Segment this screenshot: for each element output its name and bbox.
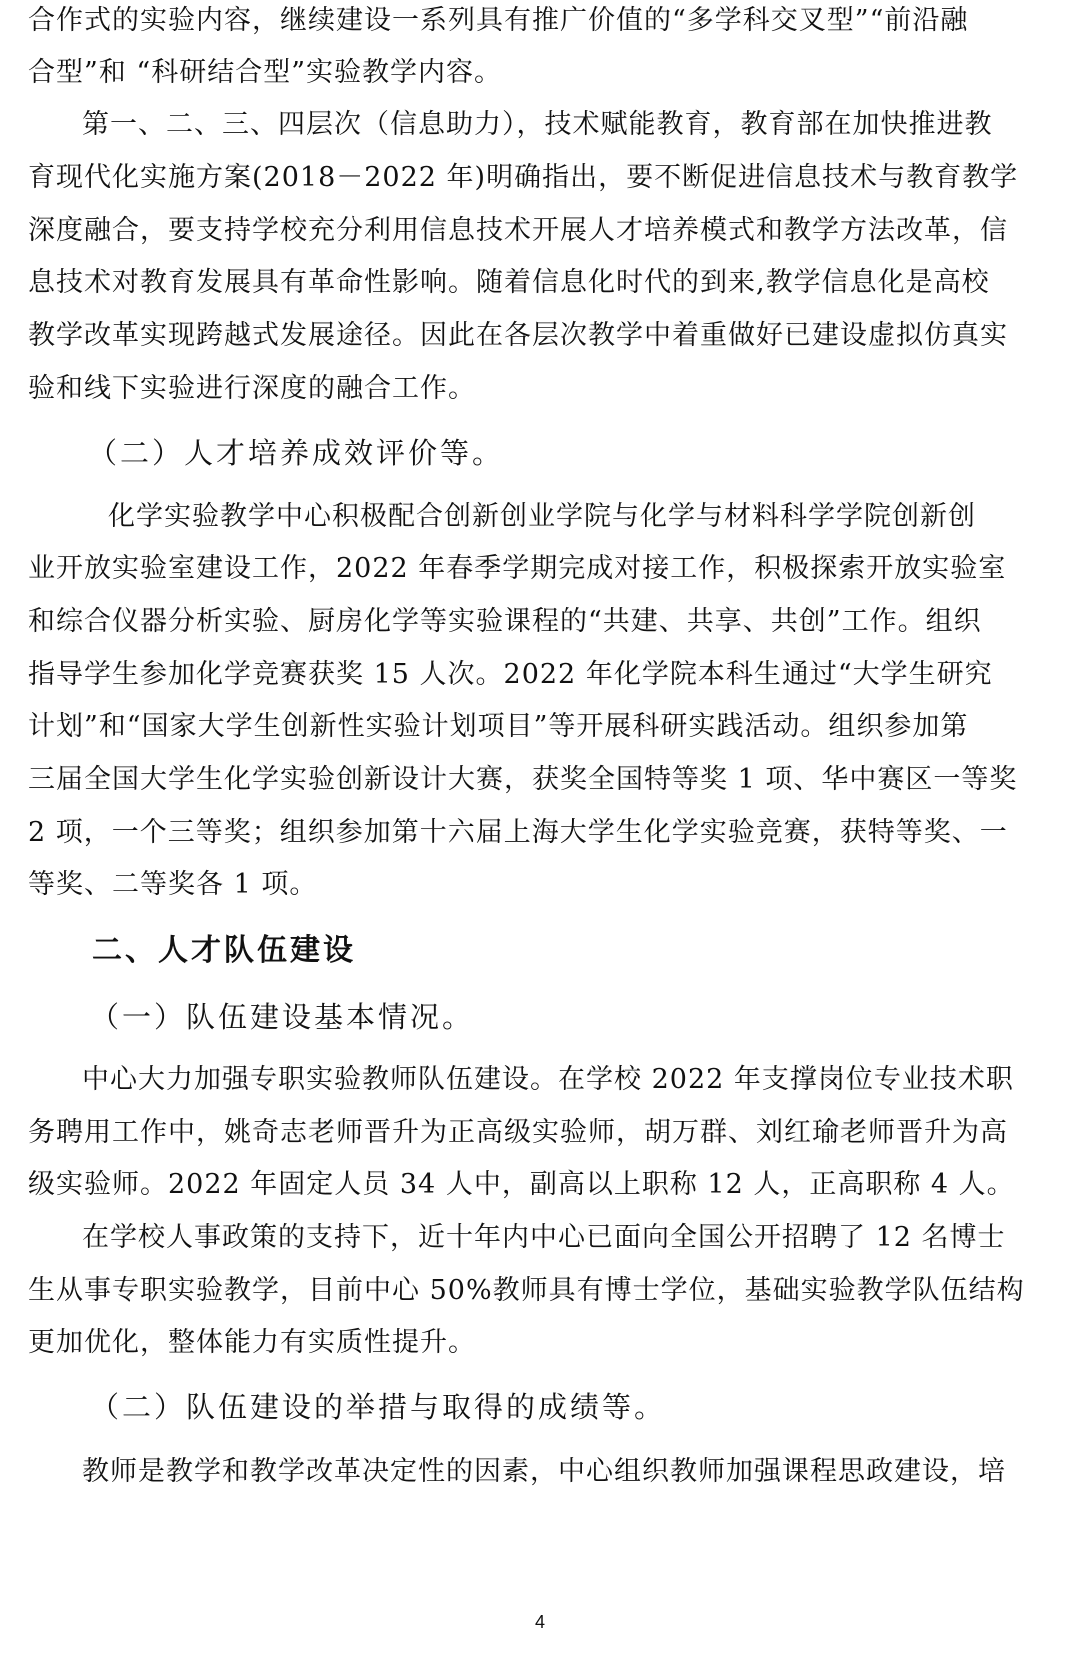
body-text-line: 深度融合，要支持学校充分利用信息技术开展人才培养模式和教学方法改革，信 — [28, 215, 1008, 246]
body-text-line: 等奖、二等奖各 1 项。 — [28, 869, 318, 900]
body-text-line: 计划”和“国家大学生创新性实验计划项目”等开展科研实践活动。组织参加第 — [28, 711, 969, 742]
body-text-line: 务聘用工作中，姚奇志老师晋升为正高级实验师，胡万群、刘红瑜老师晋升为高 — [28, 1117, 1008, 1148]
body-text-line: 业开放实验室建设工作，2022 年春季学期完成对接工作，积极探索开放实验室 — [28, 553, 1007, 584]
body-text-line: 和综合仪器分析实验、厨房化学等实验课程的“共建、共享、共创”工作。组织 — [28, 606, 982, 637]
body-text-line: 在学校人事政策的支持下，近十年内中心已面向全国公开招聘了 12 名博士 — [82, 1222, 1006, 1253]
page-number: 4 — [534, 1612, 545, 1632]
body-text-line: 更加优化，整体能力有实质性提升。 — [28, 1327, 476, 1358]
section-subheading: （一）队伍建设基本情况。 — [90, 1000, 475, 1034]
body-text-line: 教学改革实现跨越式发展途径。因此在各层次教学中着重做好已建设虚拟仿真实 — [28, 320, 1008, 351]
section-subheading: （二）队伍建设的举措与取得的成绩等。 — [90, 1390, 667, 1424]
body-text-line: 教师是教学和教学改革决定性的因素，中心组织教师加强课程思政建设，培 — [82, 1456, 1006, 1487]
body-text-line: 级实验师。2022 年固定人员 34 人中，副高以上职称 12 人，正高职称 4 人。 — [28, 1169, 1015, 1200]
body-text-line: 化学实验教学中心积极配合创新创业学院与化学与材料科学学院创新创 — [108, 501, 976, 532]
body-text-line: 2 项，一个三等奖；组织参加第十六届上海大学生化学实验竞赛，获特等奖、一 — [28, 817, 1008, 848]
body-text-line: 育现代化实施方案(2018－2022 年)明确指出，要不断促进信息技术与教育教学 — [28, 162, 1019, 193]
section-heading: 二、人才队伍建设 — [92, 933, 356, 968]
body-text-line: 息技术对教育发展具有革命性影响。随着信息化时代的到来,教学信息化是高校 — [28, 267, 990, 298]
body-text-line: 合型”和 “科研结合型”实验教学内容。 — [28, 57, 502, 88]
body-text-line: 中心大力加强专职实验教师队伍建设。在学校 2022 年支撑岗位专业技术职 — [82, 1064, 1014, 1095]
section-subheading: （二）人才培养成效评价等。 — [88, 436, 505, 470]
body-text-line: 生从事专职实验教学，目前中心 50%教师具有博士学位，基础实验教学队伍结构 — [28, 1275, 1025, 1306]
body-text-line: 合作式的实验内容，继续建设一系列具有推广价值的“多学科交叉型”“前沿融 — [28, 5, 969, 36]
body-text-line: 指导学生参加化学竞赛获奖 15 人次。2022 年化学院本科生通过“大学生研究 — [28, 659, 993, 690]
body-text-line: 第一、二、三、四层次（信息助力），技术赋能教育，教育部在加快推进教 — [82, 109, 993, 140]
body-text-line: 验和线下实验进行深度的融合工作。 — [28, 373, 476, 404]
body-text-line: 三届全国大学生化学实验创新设计大赛，获奖全国特等奖 1 项、华中赛区一等奖 — [28, 764, 1018, 795]
